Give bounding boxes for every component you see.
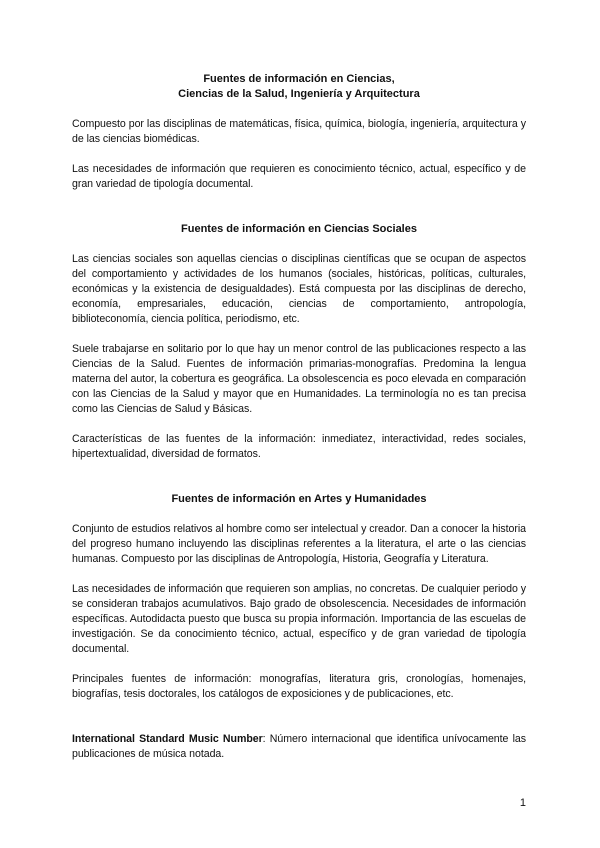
paragraph-ciencias-disciplinas: Compuesto por las disciplinas de matemáticas, física, química, biología, ingeniería, arquitectura y de las ciencias biomédicas. bbox=[72, 118, 526, 145]
heading-sociales: Fuentes de información en Ciencias Sociales bbox=[181, 223, 417, 235]
page-content bbox=[72, 72, 526, 762]
paragraph-ciencias-necesidades: Las necesidades de información que requieren es conocimiento técnico, actual, específico y de gran variedad de tipología documental. bbox=[72, 163, 526, 190]
page-number: 1 bbox=[519, 797, 526, 809]
paragraph-humanidades-definicion: Conjunto de estudios relativos al hombre como ser intelectual y creador. Dan a conocer la historia del progreso humano incluyendo las disciplinas referentes a la literatura, el arte o las ciencias humanas. Compuesto por las disciplinas de Antropología, Historia, Geografía y Literatura. bbox=[72, 523, 526, 565]
heading-humanidades: Fuentes de información en Artes y Humanidades bbox=[171, 493, 427, 505]
paragraph-sociales-caracteristicas: Características de las fuentes de la información: inmediatez, interactividad, redes sociales, hipertextualidad, diversidad de formatos. bbox=[72, 433, 526, 460]
paragraph-sociales-definicion: Las ciencias sociales son aquellas ciencias o disciplinas científicas que se ocupan de aspectos del comportamiento y actividades de los humanos (sociales, históricas, políticas, culturales, económicas y la existencia de desigualdades). Está compuesta por las disciplinas de derecho, economía, empresariales, educación, ciencias de comportamiento, antropología, biblioteconomía, ciencia política, periodismo, etc. bbox=[72, 253, 526, 325]
heading-ciencias-line1: Fuentes de información en Ciencias, bbox=[203, 73, 395, 85]
ismn-term: International Standard Music Number bbox=[72, 733, 263, 745]
paragraph-sociales-trabajo: Suele trabajarse en solitario por lo que hay un menor control de las publicaciones respecto a las Ciencias de la Salud. Fuentes de información primarias-monografías. Predomina la lengua materna del autor, la cobertura es geográfica. La obsolescencia es poco elevada en comparación con las Ciencias de la Salud y mayor que en Humanidades. La terminología no es tan precisa como las Ciencias de Salud y Básicas. bbox=[72, 343, 526, 415]
paragraph-humanidades-necesidades: Las necesidades de información que requieren son amplias, no concretas. De cualquier periodo y se consideran trabajos acumulativos. Bajo grado de obsolescencia. Necesidades de información específicas. Autodidacta puesto que busca su propia información. Importancia de las escuelas de investigación. Se da conocimiento técnico, actual, específico y de gran variedad de tipología documental. bbox=[72, 583, 526, 655]
ismn-definition: : Número internacional que identifica unívocamente las publicaciones de música notada. bbox=[72, 733, 526, 760]
paragraph-ismn bbox=[72, 732, 526, 762]
paragraph-humanidades-fuentes: Principales fuentes de información: monografías, literatura gris, cronologías, homenajes, biografías, tesis doctorales, los catálogos de exposiciones y de publicaciones, etc. bbox=[72, 673, 526, 700]
heading-ciencias-line2: Ciencias de la Salud, Ingeniería y Arquitectura bbox=[178, 88, 420, 100]
heading-ciencias bbox=[72, 72, 526, 102]
